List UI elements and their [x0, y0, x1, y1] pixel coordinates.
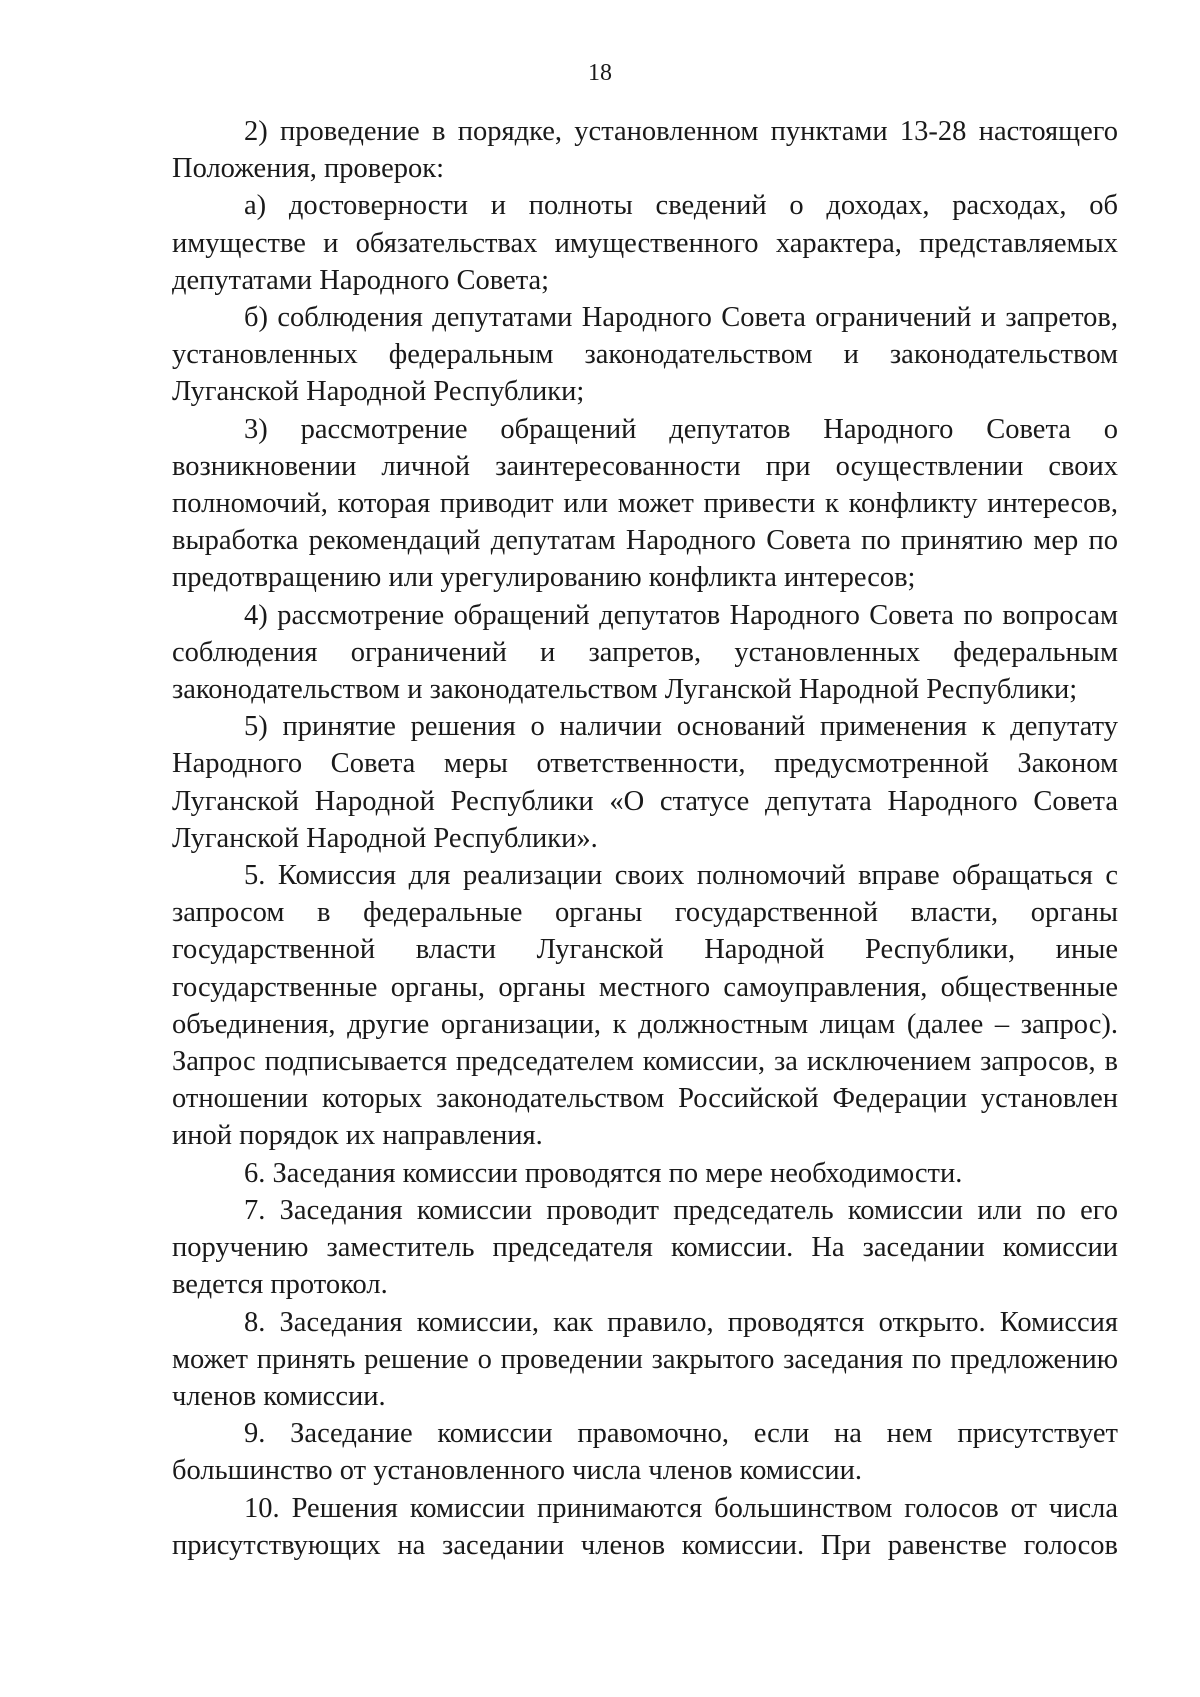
paragraph-clause-10: 10. Решения комиссии принимаются большинством голосов от числа присутствующих на заседании членов комиссии. При равенстве голосов: [172, 1492, 1118, 1561]
paragraph-clause-9: 9. Заседание комиссии правомочно, если на нем присутствует большинство от установленного числа членов комиссии.: [172, 1418, 1118, 1487]
document-body: [172, 113, 1118, 1564]
paragraph-subitem-b: б) соблюдения депутатами Народного Совета ограничений и запретов, установленных федеральным законодательством и законодательством Луганской Народной Республики;: [172, 302, 1118, 408]
paragraph-item-2: 2) проведение в порядке, установленном пунктами 13-28 настоящего Положения, проверок:: [172, 116, 1118, 185]
paragraph-item-4: 4) рассмотрение обращений депутатов Народного Совета по вопросам соблюдения ограничений и запретов, установленных федеральным законодательством и законодательством Луганской Народной Республики;: [172, 599, 1118, 706]
paragraph-clause-8: 8. Заседания комиссии, как правило, проводятся открыто. Комиссия может принять решение о проведении закрытого заседания по предложению членов комиссии.: [172, 1306, 1118, 1412]
paragraph-clause-6: 6. Заседания комиссии проводятся по мере необходимости.: [244, 1157, 963, 1189]
paragraph-subitem-a: а) достоверности и полноты сведений о доходах, расходах, об имуществе и обязательствах имущественного характера, представляемых депутатами Народного Совета;: [172, 190, 1118, 296]
paragraph-clause-7: 7. Заседания комиссии проводит председатель комиссии или по его поручению заместитель председателя комиссии. На заседании комиссии ведется протокол.: [172, 1194, 1118, 1301]
page-number: 18: [588, 60, 612, 86]
paragraph-clause-5: 5. Комиссия для реализации своих полномочий вправе обращаться с запросом в федеральные органы государственной власти, органы государственной власти Луганской Народной Республики, иные государственные органы, органы местного самоуправления, общественные объединения, другие организации, к должностным лицам (далее – запрос). Запрос подписывается председателем комиссии, за исключением запросов, в отношении которых законодательством Российской Федерации установлен иной порядок их направления.: [172, 860, 1118, 1152]
paragraph-item-5: 5) принятие решения о наличии оснований применения к депутату Народного Совета меры ответственности, предусмотренной Законом Луганской Народной Республики «О статусе депутата Народного Совета Луганской Народной Республики».: [172, 711, 1118, 854]
paragraph-item-3: 3) рассмотрение обращений депутатов Народного Совета о возникновении личной заинтересованности при осуществлении своих полномочий, которая приводит или может привести к конфликту интересов, выработка рекомендаций депутатам Народного Совета по принятию мер по предотвращению или урегулированию конфликта интересов;: [172, 413, 1118, 594]
